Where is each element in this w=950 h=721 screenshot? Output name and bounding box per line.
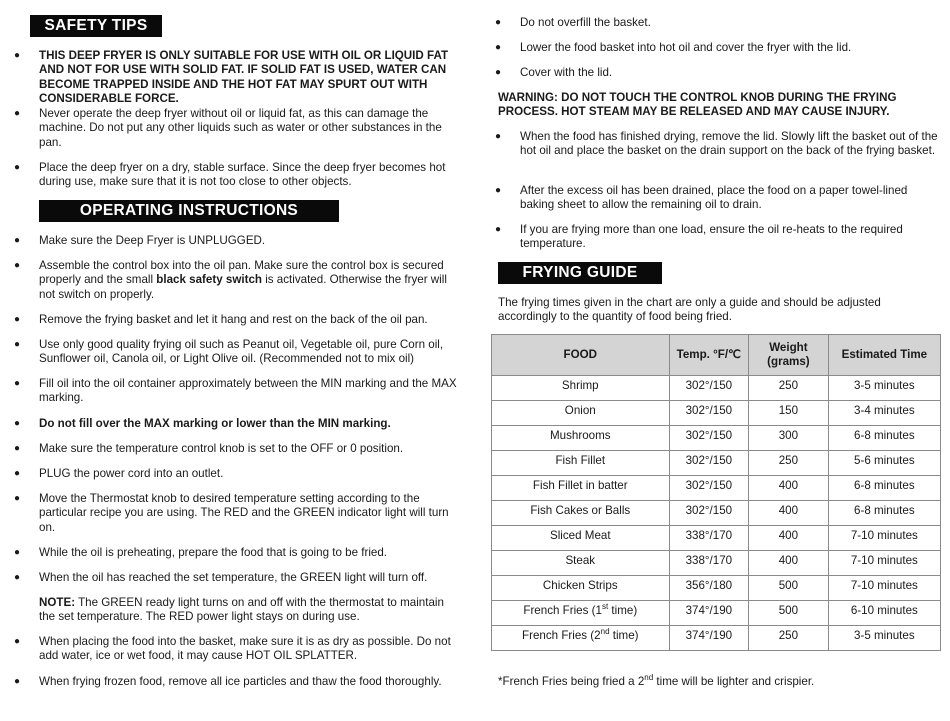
safety-item-2: ● Never operate the deep fryer without oil or liquid fat, as this can damage the machine. Do not put any other liquids such as water or other substances in the pan.: [14, 107, 442, 149]
op-item-4: ● Use only good quality frying oil such as Peanut oil, Vegetable oil, pure Corn oil, Sunflower oil, Canola oil, or Light Olive oil. (Recommended not to mix oil): [14, 338, 444, 366]
header-food: FOOD: [492, 335, 670, 376]
op-item-12: ● When placing the food into the basket, make sure it is as dry as possible. Do not add water, ice or wet food, it may cause HOT OIL SPLATTER.: [14, 635, 451, 663]
header-weight: Weight (grams): [749, 335, 829, 376]
note-paragraph: NOTE: The GREEN ready light turns on and off with the thermostat to maintain the set temperature. The RED power light stays on during use.: [39, 596, 444, 624]
step-item-3: ● Cover with the lid.: [495, 66, 613, 79]
frying-guide-intro: The frying times given in the chart are only a guide and should be adjusted accordingly to the quantity of food being fried.: [498, 296, 881, 324]
op-item-10: ● While the oil is preheating, prepare the food that is going to be fried.: [14, 546, 388, 559]
op-item-11: ● When the oil has reached the set temperature, the GREEN light will turn off.: [14, 571, 428, 584]
header-time: Estimated Time: [828, 335, 940, 376]
table-row: French Fries (2nd time) 374°/190 250 3-5 minutes: [492, 626, 941, 651]
op-item-5: ● Fill oil into the oil container approximately between the MIN marking and the MAX marking.: [14, 377, 457, 405]
op-item-2: ● Assemble the control box into the oil pan. Make sure the control box is secured properly and the small black safety switch is activated. Otherwise the fryer will not switch on properly.: [14, 259, 447, 301]
safety-item-3: ● Place the deep fryer on a dry, stable surface. Since the deep fryer becomes hot during use, make sure that it is not too close to other objects.: [14, 161, 446, 189]
frying-guide-table: [491, 334, 941, 651]
op-item-1: ● Make sure the Deep Fryer is UNPLUGGED.: [14, 234, 266, 247]
step-item-5: ● After the excess oil has been drained, place the food on a paper towel-lined baking sheet to allow the remaining oil to drain.: [495, 184, 908, 212]
op-item-7: ● Make sure the temperature control knob is set to the OFF or 0 position.: [14, 442, 404, 455]
op-item-6: ● Do not fill over the MAX marking or lower than the MIN marking.: [14, 417, 391, 430]
footnote: *French Fries being fried a 2nd time will be lighter and crispier.: [498, 673, 815, 688]
step-item-2: ● Lower the food basket into hot oil and cover the fryer with the lid.: [495, 41, 852, 54]
step-item-1: ● Do not overfill the basket.: [495, 16, 651, 29]
table-row: Fish Fillet 302°/150 250 5-6 minutes: [492, 451, 941, 476]
table-row: Chicken Strips 356°/180 500 7-10 minutes: [492, 576, 941, 601]
table-row: Mushrooms 302°/150 300 6-8 minutes: [492, 426, 941, 451]
step-item-6: ● If you are frying more than one load, ensure the oil re-heats to the required temperature.: [495, 223, 903, 251]
op-item-13: ● When frying frozen food, remove all ice particles and thaw the food thoroughly.: [14, 675, 442, 688]
table-row: Fish Cakes or Balls 302°/150 400 6-8 minutes: [492, 501, 941, 526]
table-header-row: [492, 335, 941, 376]
table-row: Onion 302°/150 150 3-4 minutes: [492, 401, 941, 426]
table-row: Steak 338°/170 400 7-10 minutes: [492, 551, 941, 576]
op-item-9: ● Move the Thermostat knob to desired temperature setting according to the particular recipe you are using. The RED and the GREEN indicator light will turn on.: [14, 492, 449, 534]
operating-instructions-heading: OPERATING INSTRUCTIONS: [39, 200, 339, 222]
table-row: Sliced Meat 338°/170 400 7-10 minutes: [492, 526, 941, 551]
warning-text: WARNING: DO NOT TOUCH THE CONTROL KNOB DURING THE FRYING PROCESS. HOT STEAM MAY BE RELEASED AND MAY CAUSE INJURY.: [498, 91, 897, 119]
header-temp: Temp. °F/℃: [669, 335, 749, 376]
safety-item-1: ● THIS DEEP FRYER IS ONLY SUITABLE FOR USE WITH OIL OR LIQUID FAT AND NOT FOR USE WITH SOLID FAT. IF SOLID FAT IS USED, WATER CAN BECOME TRAPPED INSIDE AND THE HOT FAT MAY SPURT OUT WITH CONSIDERABLE FORCE.: [14, 49, 449, 106]
table-row: Shrimp 302°/150 250 3-5 minutes: [492, 376, 941, 401]
frying-guide-heading: FRYING GUIDE: [498, 262, 662, 284]
table-row: Fish Fillet in batter 302°/150 400 6-8 minutes: [492, 476, 941, 501]
table-row: French Fries (1st time) 374°/190 500 6-10 minutes: [492, 601, 941, 626]
op-item-3: ● Remove the frying basket and let it hang and rest on the back of the oil pan.: [14, 313, 428, 326]
step-item-4: ● When the food has finished drying, remove the lid. Slowly lift the basket out of the hot oil and place the basket on the drain support on the back of the frying basket.: [495, 130, 938, 158]
safety-tips-heading: SAFETY TIPS: [30, 15, 162, 37]
op-item-8: ● PLUG the power cord into an outlet.: [14, 467, 224, 480]
